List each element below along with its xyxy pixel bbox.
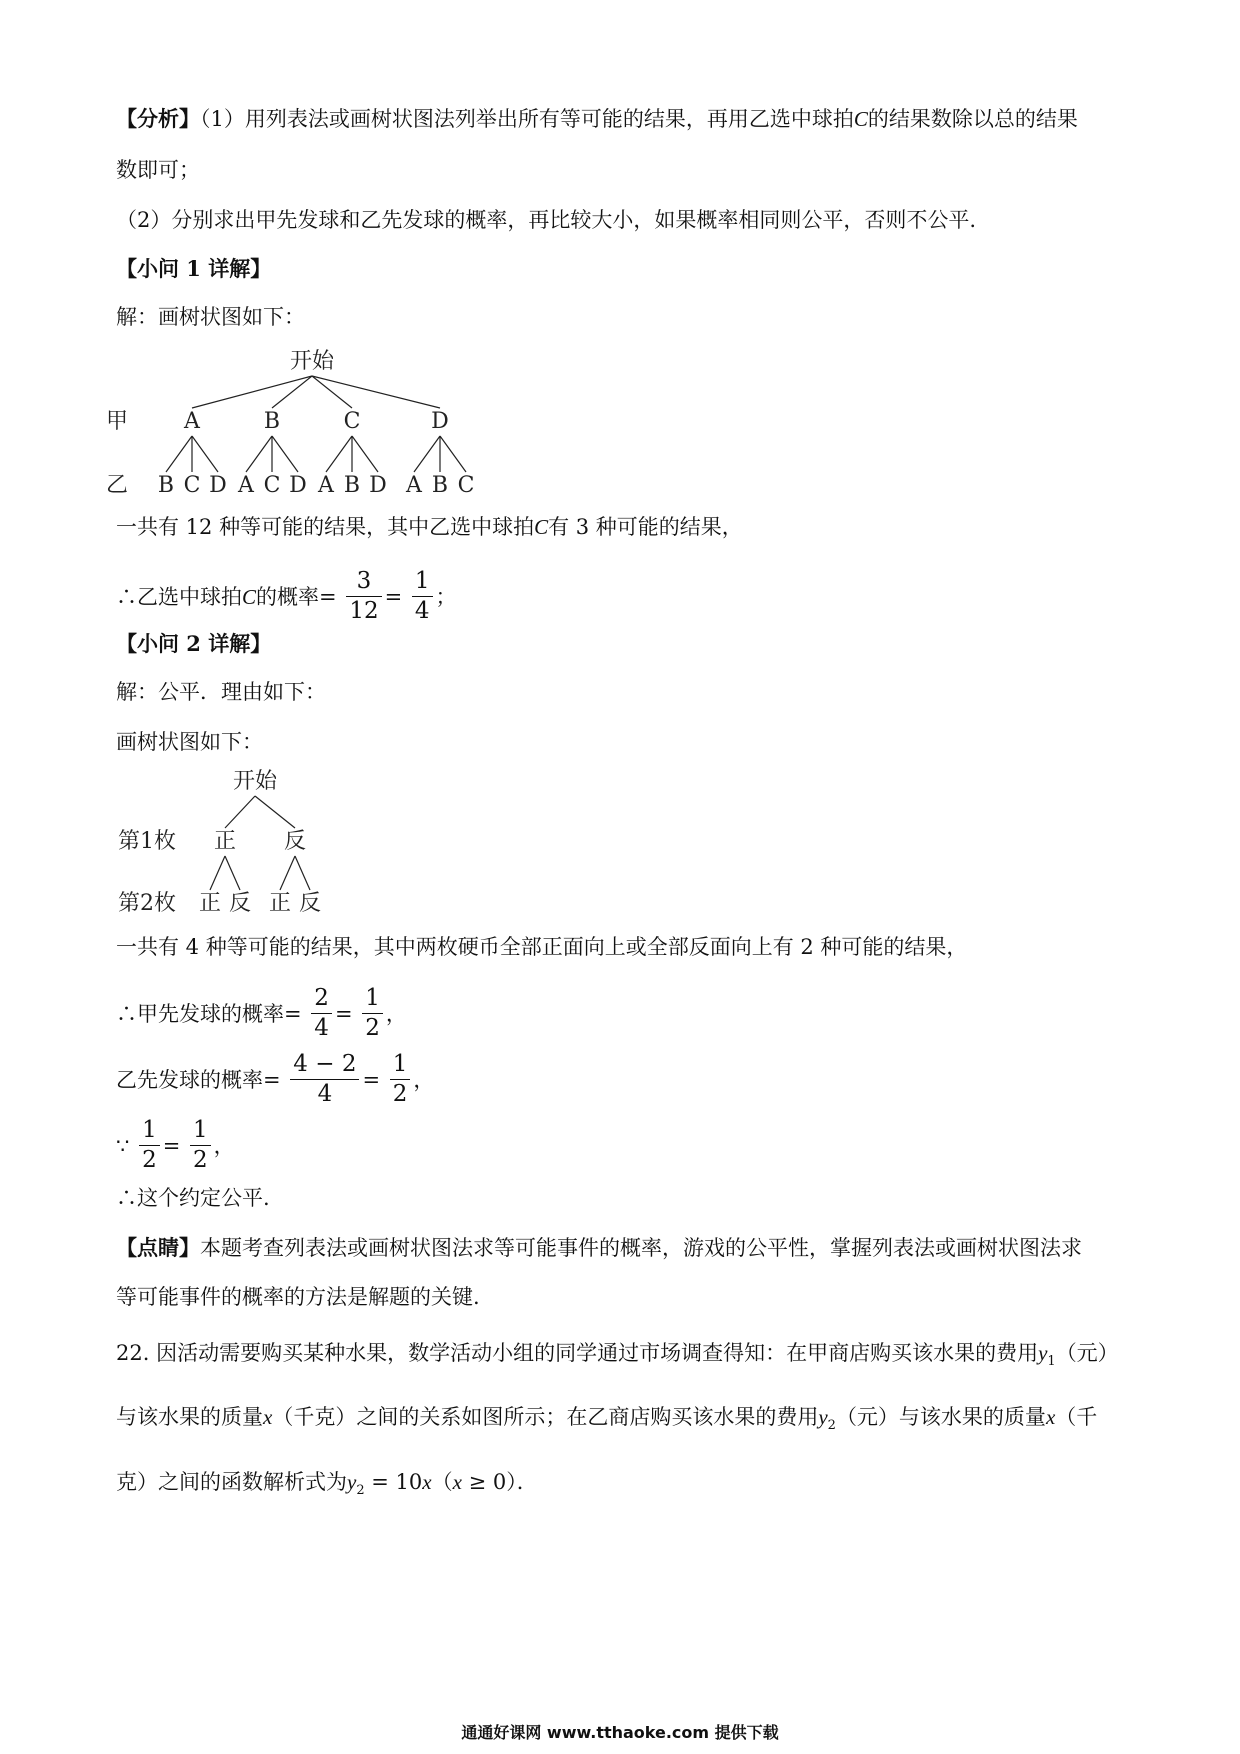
analysis-line-2: 数即可； bbox=[116, 158, 200, 182]
tree-node: 正 bbox=[213, 829, 237, 854]
tree-branch bbox=[246, 436, 272, 472]
fraction: $\frac{3}{12}$ bbox=[346, 570, 381, 623]
q2-result: 一共有 4 种等可能的结果，其中两枚硬币全部正面向上或全部反面向上有 2 种可能的结果， bbox=[116, 935, 968, 959]
tree-leaf: C bbox=[263, 473, 281, 498]
footer: 通通好课网 www.tthaoke.com 提供下载 bbox=[461, 1723, 779, 1742]
tree-leaf: D bbox=[289, 473, 307, 498]
tree-level-label: 乙 bbox=[106, 473, 129, 498]
tree-leaf: A bbox=[406, 473, 422, 498]
comment-line-1: 【点睛】本题考查列表法或画树状图法求等可能事件的概率，游戏的公平性，掌握列表法或画树状图法求 bbox=[116, 1235, 1082, 1260]
q2-conclusion: ∴这个约定公平. bbox=[116, 1186, 270, 1210]
tree-leaf: D bbox=[369, 473, 387, 498]
tree-leaf: B bbox=[343, 473, 361, 498]
tree-leaf: B bbox=[157, 473, 175, 498]
fraction: $\frac{1}{2}$ bbox=[139, 1119, 160, 1172]
tree-branch bbox=[272, 436, 298, 472]
q2-heading: 【小问 2 详解】 bbox=[116, 631, 272, 656]
tree-leaf: A bbox=[318, 473, 334, 498]
tree-leaf: 反 bbox=[228, 891, 252, 916]
q2-yi-probability: 乙先发球的概率= $\frac{4 - 2}{4}$ = $\frac{1}{2}$ ， bbox=[116, 1051, 435, 1107]
tree-node: B bbox=[263, 409, 281, 434]
q2-because: ∵ $\frac{1}{2}$ = $\frac{1}{2}$ ， bbox=[116, 1117, 235, 1173]
tree-leaf: 反 bbox=[298, 891, 322, 916]
tree-leaf: C bbox=[457, 473, 475, 498]
tree-branch bbox=[326, 436, 352, 472]
tree-leaf: B bbox=[431, 473, 449, 498]
tree-node: C bbox=[343, 409, 361, 434]
comment-tag: 【点睛】 bbox=[116, 1235, 200, 1260]
fraction: $\frac{1}{2}$ bbox=[190, 1119, 211, 1172]
tree-branch bbox=[440, 436, 466, 472]
tree-root: 开始 bbox=[289, 349, 335, 374]
comment-line-2: 等可能事件的概率的方法是解题的关键. bbox=[116, 1285, 480, 1309]
q2-jia-probability: ∴甲先发球的概率= $\frac{2}{4}$ = $\frac{1}{2}$ ， bbox=[116, 985, 407, 1041]
q1-result: 一共有 12 种等可能的结果，其中乙选中球拍C有 3 种可能的结果， bbox=[116, 515, 743, 539]
analysis-tag: 【分析】 bbox=[116, 106, 200, 131]
q1-probability: ∴乙选中球拍C的概率= $\frac{3}{12}$ = $\frac{1}{4}$ ； bbox=[116, 568, 457, 624]
tree-branch bbox=[295, 856, 310, 890]
q1-intro: 解：画树状图如下： bbox=[116, 305, 305, 329]
tree-root: 开始 bbox=[232, 769, 278, 794]
tree-leaf: 正 bbox=[198, 891, 222, 916]
tree-node: D bbox=[431, 409, 449, 434]
problem22-line-1: 22. 因活动需要购买某种水果，数学活动小组的同学通过市场调查得知：在甲商店购买该水果的费用$y_1$（元） bbox=[116, 1341, 1119, 1369]
analysis-line-1: 【分析】（1）用列表法或画树状图法列举出所有等可能的结果，再用乙选中球拍C的结果数除以总的结果 bbox=[116, 106, 1078, 131]
tree-diagram-1 bbox=[100, 340, 500, 500]
tree-leaf: D bbox=[209, 473, 227, 498]
tree-branch bbox=[414, 436, 440, 472]
tree-branch bbox=[192, 376, 312, 408]
tree-branch bbox=[255, 796, 295, 828]
tree-node: 反 bbox=[283, 829, 307, 854]
q2-intro-2: 画树状图如下： bbox=[116, 730, 263, 754]
fraction: $\frac{1}{2}$ bbox=[390, 1053, 411, 1106]
fraction: $\frac{2}{4}$ bbox=[311, 987, 332, 1040]
tree-branch bbox=[225, 796, 255, 828]
tree-branch bbox=[352, 436, 378, 472]
tree-leaf: 正 bbox=[268, 891, 292, 916]
tree-branch bbox=[166, 436, 192, 472]
tree-node: A bbox=[184, 409, 200, 434]
problem22-line-2: 与该水果的质量x（千克）之间的关系如图所示；在乙商店购买该水果的费用$y_2$（元）与该水果的质量x（千 bbox=[116, 1405, 1098, 1433]
fraction: $\frac{4 - 2}{4}$ bbox=[290, 1053, 359, 1106]
tree-level-label: 甲 bbox=[106, 409, 129, 434]
analysis-line-3: （2）分别求出甲先发球和乙先发球的概率，再比较大小，如果概率相同则公平，否则不公平. bbox=[116, 208, 977, 232]
tree-level-label: 第2枚 bbox=[118, 891, 176, 916]
tree-branch bbox=[225, 856, 240, 890]
tree-leaf: C bbox=[183, 473, 201, 498]
tree-branch bbox=[192, 436, 218, 472]
problem22-line-3: 克）之间的函数解析式为$y_2 = 10x(x \ge 0)$． bbox=[116, 1470, 538, 1498]
tree-diagram-2 bbox=[100, 762, 360, 922]
tree-branch bbox=[280, 856, 295, 890]
tree-level-label: 第1枚 bbox=[118, 829, 176, 854]
tree-branch bbox=[210, 856, 225, 890]
tree-leaf: A bbox=[238, 473, 254, 498]
fraction: $\frac{1}{2}$ bbox=[362, 987, 383, 1040]
fraction: $\frac{1}{4}$ bbox=[412, 570, 433, 623]
q1-heading: 【小问 1 详解】 bbox=[116, 256, 272, 281]
q2-intro: 解：公平．理由如下： bbox=[116, 680, 326, 704]
